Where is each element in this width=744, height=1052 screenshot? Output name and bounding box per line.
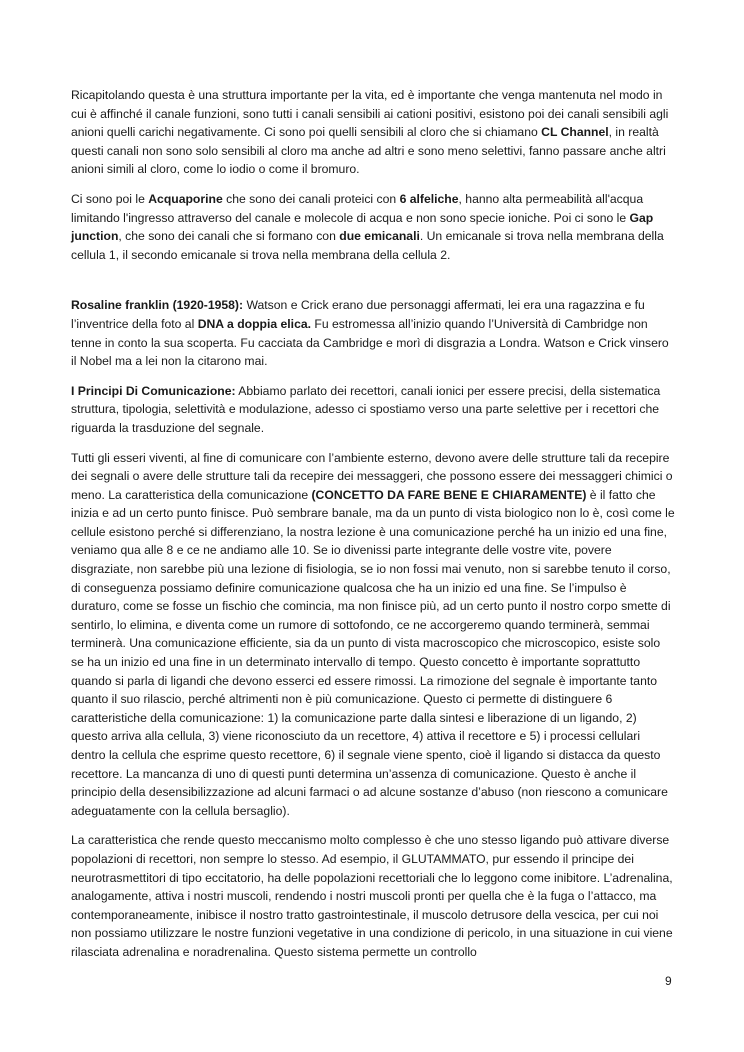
bold-text: due emicanali bbox=[339, 229, 420, 244]
text-run: , hanno alta permeabilità all'acqua limitando l'ingresso attraverso del canale e molecole di acqua e non sono specie ioniche. Poi ci sono le bbox=[71, 191, 644, 225]
paragraph-p3 bbox=[71, 296, 675, 370]
text-run: è il fatto che inizia e ad un certo punto finisce. Può sembrare banale, ma da un punto di vista biologico non lo è, così come le cellule esistono perché si differenziano, la nostra lezione è una comunicazione perché ha un inizio ed una fine, veniamo qua alle 8 e ce ne andiamo alle 10. Se io divenissi parte integrante delle vostre vite, povere disgraziate, non sarebbe più una lezione di fisiologia, se io non fossi mai venuto, non si sarebbe tenuto il corso, di conseguenza possiamo definire comunicazione qualcosa che ha un inizio ed una fine. Se l’impulso è duraturo, come se fosse un fischio che comincia, ma non finisce più, ad un certo punto il nostro corpo smette di sentirlo, lo elimina, e diventa come un rumore di sottofondo, ce ne accorgeremo quando terminerà, semmai terminerà. Una comunicazione efficiente, sia da un punto di vista macroscopico che microscopico, esiste solo se ha un inizio ed una fine in un determinato intervallo di tempo. Questo concetto è importante soprattutto quando si parla di ligandi che devono esserci ed essere rimossi. La rimozione del segnale è importante tanto quanto il suo rilascio, perché altrimenti non è più comunicazione. Questo ci permette di distinguere 6 caratteristiche della comunicazione: 1) la comunicazione parte dalla sintesi e liberazione di un ligando, 2) questo arriva alla cellula, 3) viene riconosciuto da un recettore, 4) attiva il recettore e 5) i processi cellulari dentro la cellula che esprime questo recettore, 6) il segnale viene spento, cioè il ligando si distacca da questo recettore. La mancanza di uno di questi punti determina un’assenza di comunicazione. Questo è anche il principio della desensibilizzazione ad alcuni farmaci o ad alcune sostanze d’abuso (non riescono a comunicare adeguatamente con la cellula bersaglio). bbox=[71, 487, 675, 818]
text-run: , in realtà questi canali non sono solo sensibili al cloro ma anche ad altri e sono meno selettivi, fanno passare anche altri anioni simili al cloro, come lo iodio o come il bromuro. bbox=[71, 125, 666, 177]
bold-text: CL Channel bbox=[541, 125, 609, 140]
text-run: Ricapitolando questa è una struttura importante per la vita, ed è importante che venga mantenuta nel modo in cui è affinché il canale funzioni, sono tutti i canali sensibili ai cationi positivi, esistono poi dei canali sensibili agli anioni quelli carichi negativamente. Ci sono poi quelli sensibili al cloro che si chiamano bbox=[71, 88, 669, 140]
document-page bbox=[71, 86, 675, 973]
bold-text: Gap junction bbox=[71, 210, 654, 244]
bold-text: (CONCETTO DA FARE BENE E CHIARAMENTE) bbox=[311, 487, 587, 502]
paragraph-p2 bbox=[71, 190, 675, 264]
bold-text: I Principi Di Comunicazione: bbox=[71, 383, 236, 398]
paragraph-p5 bbox=[71, 449, 675, 821]
text-run: Watson e Crick erano due personaggi affermati, lei era una ragazzina e fu l’inventrice della foto al bbox=[71, 298, 645, 331]
bold-text: DNA a doppia elica. bbox=[197, 316, 312, 331]
text-run: , che sono dei canali che si formano con bbox=[118, 229, 340, 244]
paragraph-p1 bbox=[71, 86, 675, 179]
bold-text: Acquaporine bbox=[148, 191, 223, 206]
text-run: . Un emicanale si trova nella membrana della cellula 1, il secondo emicanale si trova nella membrana della cellula 2. bbox=[71, 229, 664, 262]
bold-text: 6 alfeliche bbox=[399, 191, 459, 206]
paragraph-p4 bbox=[71, 382, 675, 438]
text-run: La caratteristica che rende questo meccanismo molto complesso è che uno stesso ligando può attivare diverse popolazioni di recettori, non sempre lo stesso. Ad esempio, il GLUTAMMATO, pur essendo il principe dei neurotrasmettitori di tipo eccitatorio, ha delle popolazioni recettoriali che lo leggono come inibitore. L’adrenalina, analogamente, attiva i nostri muscoli, rendendo i nostri muscoli pronti per quella che è la fuga o l’attacco, ma contemporaneamente, inibisce il nostro tratto gastrointestinale, il muscolo detrusore della vescica, per cui noi non possiamo utilizzare le nostre funzioni vegetative in una condizione di pericolo, in una situazione in cui viene rilasciata adrenalina e noradrenalina. Questo sistema permette un controllo bbox=[71, 833, 673, 959]
paragraph-p6 bbox=[71, 831, 675, 961]
bold-text: Rosaline franklin (1920-1958): bbox=[71, 298, 244, 313]
text-run: Tutti gli esseri viventi, al fine di comunicare con l’ambiente esterno, devono avere delle strutture tali da recepire dei segnali o avere delle strutture tali da recepire dei messaggeri, che possono essere dei messaggeri chimici o meno. La caratteristica della comunicazione bbox=[71, 450, 673, 502]
page-number: 9 bbox=[665, 974, 672, 988]
text-run: Fu estromessa all’inizio quando l’Università di Cambridge non tenne in conto la sua scoperta. Fu cacciata da Cambridge e morì di disgrazia a Londra. Watson e Crick vinsero il Nobel ma a lei non la citarono mai. bbox=[71, 316, 669, 369]
text-run: Abbiamo parlato dei recettori, canali ionici per essere precisi, della sistematica struttura, tipologia, selettività e modulazione, adesso ci spostiamo verso una parte selettive per i recettori che riguarda la trasduzione del segnale. bbox=[71, 383, 661, 435]
text-run: Ci sono poi le bbox=[71, 191, 149, 206]
text-run: che sono dei canali proteici con bbox=[222, 191, 400, 206]
